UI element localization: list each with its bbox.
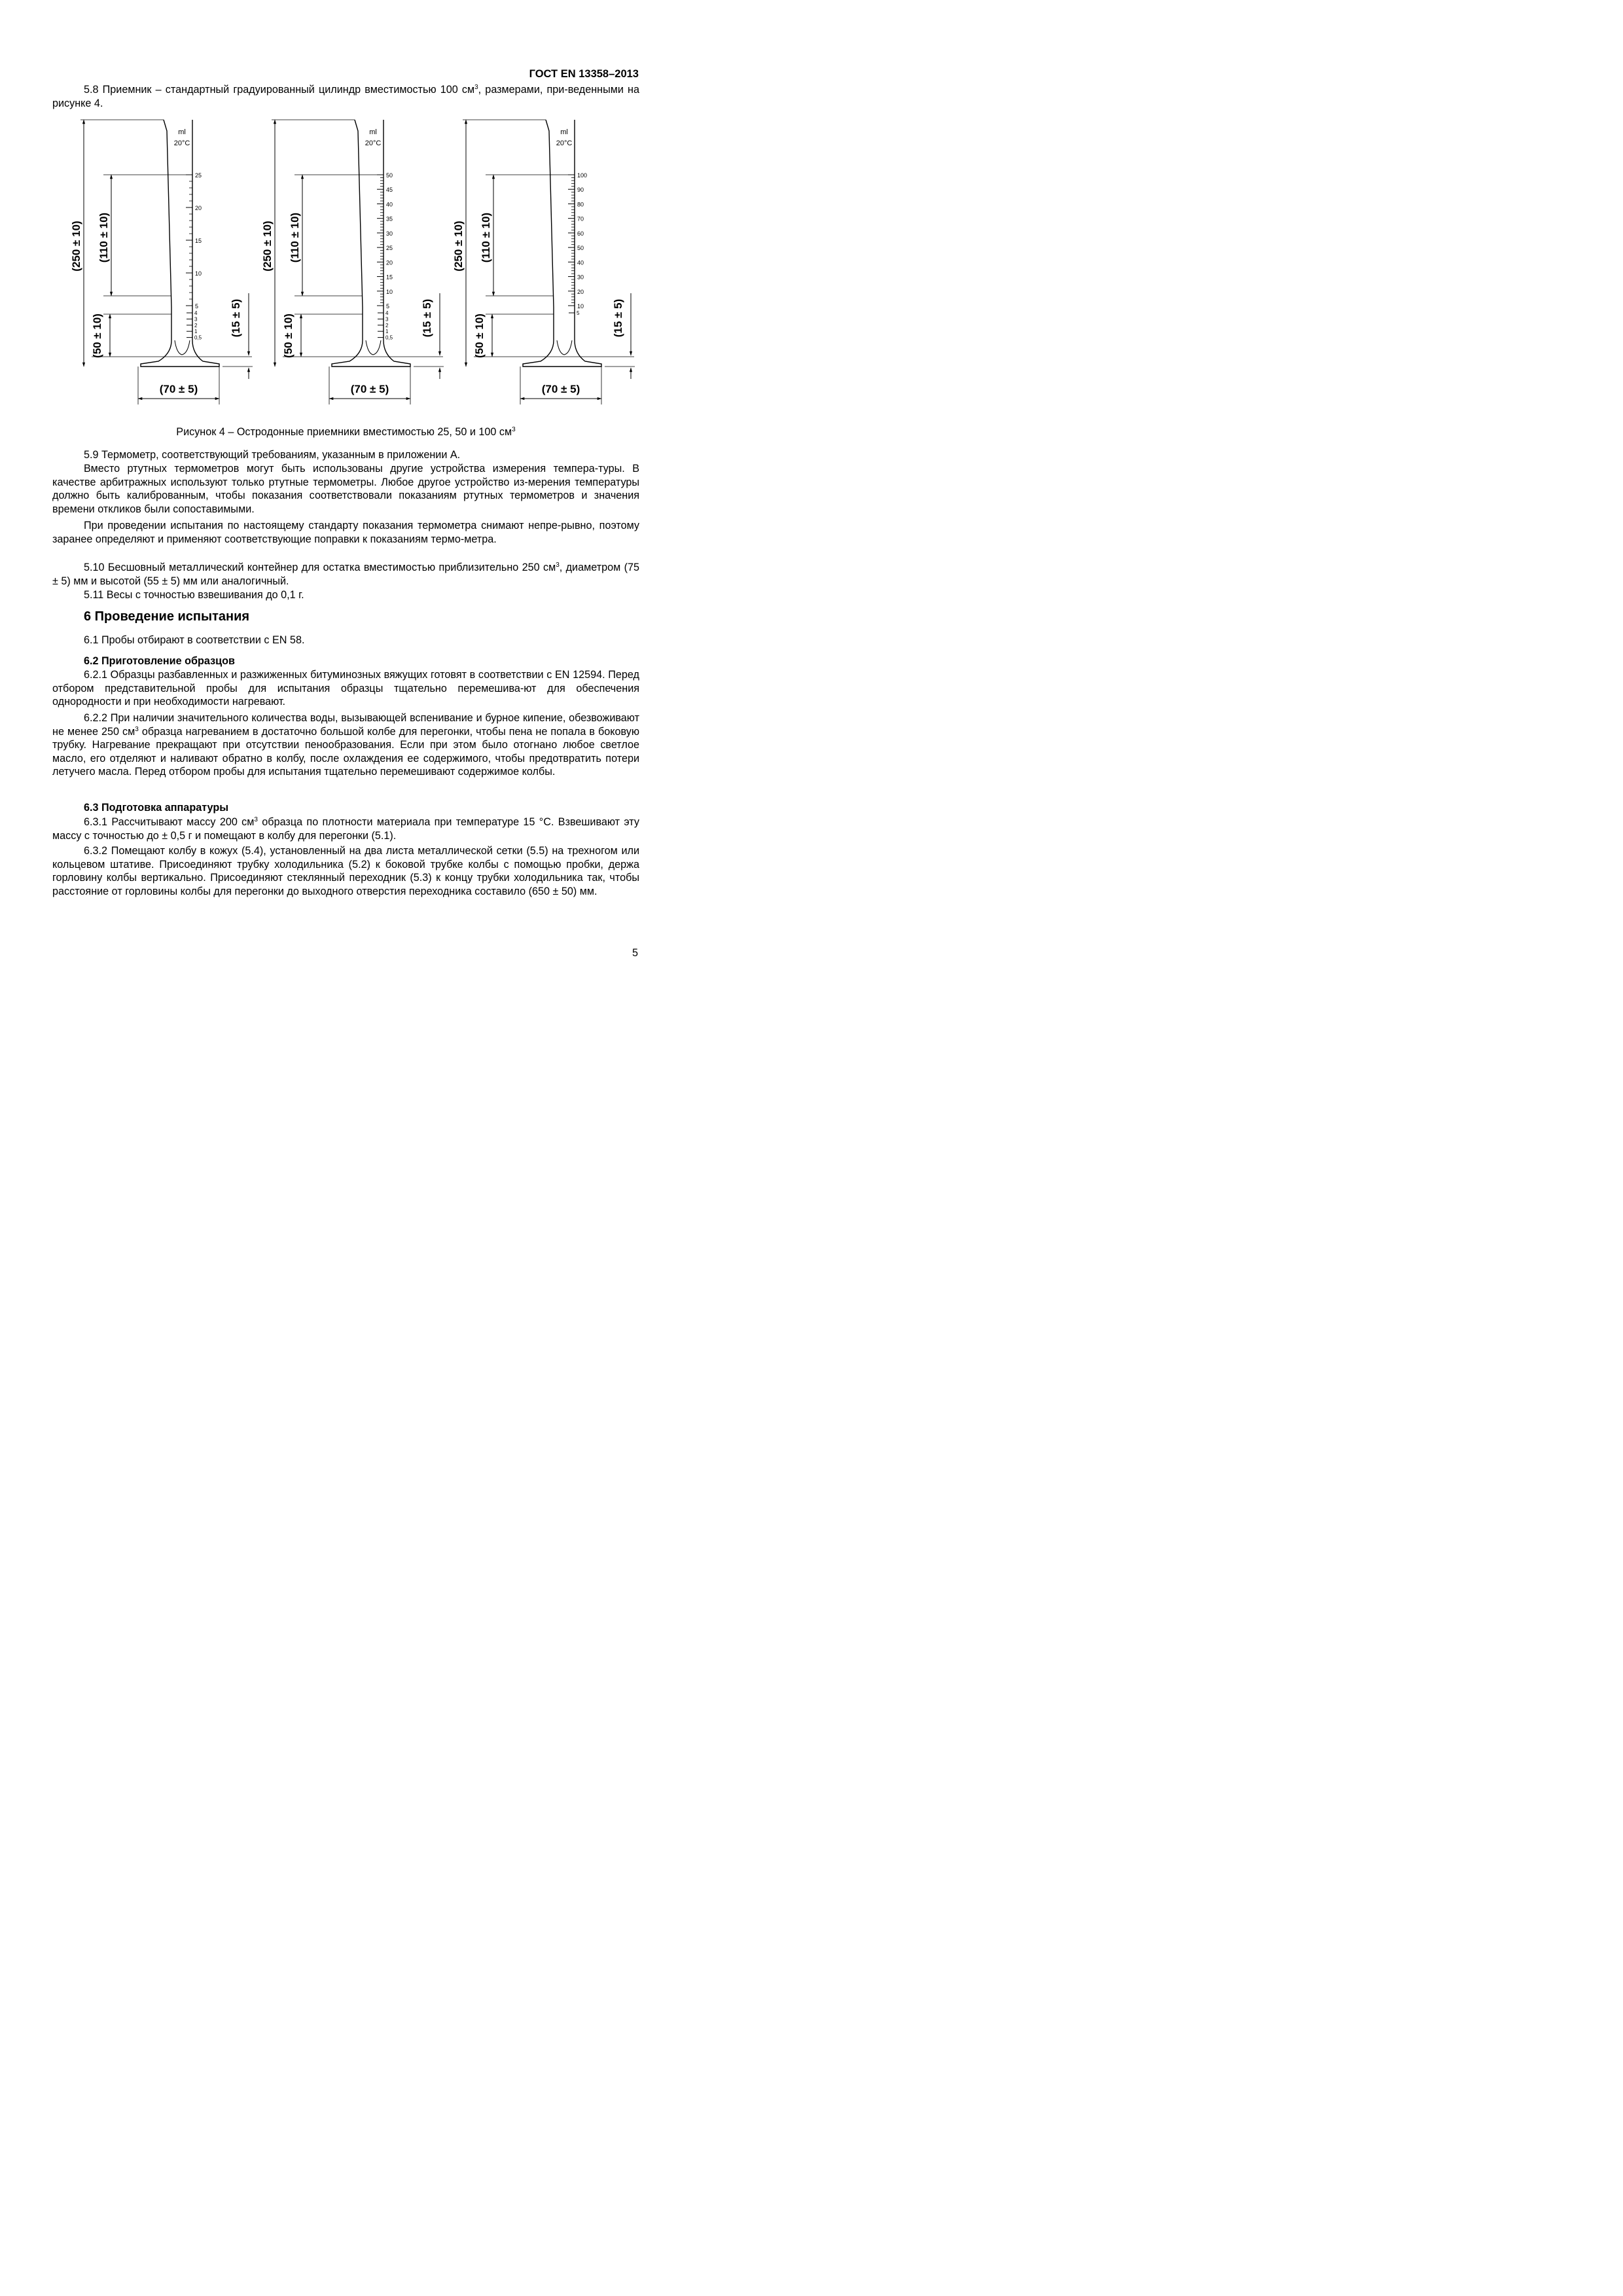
graduation-label: 30 — [386, 230, 393, 237]
dimension-label-total: (250 ± 10) — [70, 221, 82, 272]
graduation-label: 5 — [386, 303, 390, 310]
dimension-label-scale: (110 ± 10) — [98, 212, 110, 263]
dimension-label-width: (70 ± 5) — [159, 383, 198, 395]
paragraph-6-2-1: 6.2.1 Образцы разбавленных и разжиженных битуминозных вяжущих готовят в соответствии с EN 12594. Перед отбором представительной пробы для испытания образцы тщательно перемешива-ют для обеспечения однородности и при необходимости нагревают. — [52, 669, 639, 708]
graduation-label: 3 — [385, 316, 389, 323]
dimension-label-width: (70 ± 5) — [350, 383, 389, 395]
dimension-label-total: (250 ± 10) — [452, 221, 465, 272]
graduation-label: 2 — [385, 322, 389, 329]
dimension-label-base: (15 ± 5) — [612, 298, 624, 338]
graduation-label: 15 — [195, 238, 202, 244]
dimension-label-width: (70 ± 5) — [541, 383, 580, 395]
unit-label: ml — [178, 128, 186, 136]
section-6-2-heading: 6.2 Приготовление образцов — [84, 655, 235, 667]
page-number: 5 — [632, 947, 638, 959]
graduation-label: 10 — [577, 303, 584, 310]
graduation-label: 90 — [577, 187, 584, 194]
graduation-label: 15 — [386, 274, 393, 281]
paragraph-6-1: 6.1 Пробы отбирают в соответствии с EN 58. — [84, 634, 305, 646]
graduation-label: 4 — [194, 310, 198, 316]
graduation-label: 50 — [386, 172, 393, 179]
graduation-label: 40 — [577, 259, 584, 266]
cylinder-inner-bottom — [366, 340, 381, 355]
temperature-label: 20°C — [556, 139, 573, 147]
section-6-heading: 6 Проведение испытания — [84, 609, 250, 624]
cylinder-inner-bottom — [557, 340, 572, 355]
graduation-label: 10 — [386, 288, 393, 295]
graduation-label: 0,5 — [385, 334, 393, 341]
graduation-label: 70 — [577, 215, 584, 223]
graduation-label: 25 — [195, 172, 202, 179]
paragraph-5-11: 5.11 Весы с точностью взвешивания до 0,1 г. — [84, 589, 304, 601]
paragraph-5-9: 5.9 Термометр, соответствующий требованиям, указанным в приложении А. — [84, 449, 461, 461]
paragraph-6-3-1: 6.3.1 Рассчитывают массу 200 $см^3$ образца по плотности материала при температуре 15 °С. Взвешивают эту массу с точностью до ± 0,5 г и помещают в колбу для перегонки (5.1). — [52, 816, 639, 842]
graduation-label: 20 — [386, 259, 393, 266]
section-6-3-heading: 6.3 Подготовка аппаратуры — [84, 802, 229, 814]
graduation-label: 50 — [577, 245, 584, 252]
paragraph-5-10: 5.10 Бесшовный металлический контейнер для остатка вместимостью приблизительно 250 $см^3$, диаметром (75 ± 5) мм и высотой (55 ± 5) мм или аналогичный. — [52, 562, 639, 587]
graduation-label: 1 — [385, 329, 389, 335]
graduation-label: 100 — [577, 172, 588, 179]
document-header: ГОСТ EN 13358–2013 — [529, 68, 639, 80]
graduation-label: 60 — [577, 230, 584, 237]
graduation-label: 5 — [577, 310, 580, 316]
dimension-label-base: (15 ± 5) — [230, 298, 242, 338]
cylinder-outline — [523, 120, 601, 367]
paragraph-6-2-2: 6.2.2 При наличии значительного количества воды, вызывающей вспенивание и бурное кипение, обезвоживают не менее 250 $см^3$ образца нагреванием в достаточно большой колбе для перегонки, чтобы пена не попала в боковую трубку. Нагревание прекращают при отсутствии пенообразования. Если при этом было отогнано любое светлое масло, его отделяют и наливают обратно в колбу, после охлаждения ее содержимого, чтобы предотвратить потери летучего масла. Перед отбором пробы для испытания тщательно перемешивают содержимое колбы. — [52, 712, 639, 778]
graduation-label: 80 — [577, 201, 584, 208]
dimension-label-scale: (110 ± 10) — [480, 212, 492, 263]
unit-label: ml — [560, 128, 568, 136]
graduation-label: 10 — [195, 270, 202, 277]
figure-4-cylinders — [0, 0, 721, 419]
dimension-label-total: (250 ± 10) — [261, 221, 274, 272]
graduation-label: 20 — [577, 288, 584, 295]
dimension-label-bottom: (50 ± 10) — [91, 314, 103, 358]
dimension-label-bottom: (50 ± 10) — [282, 314, 294, 358]
graduation-label: 3 — [194, 316, 198, 323]
graduation-label: 0,5 — [194, 334, 202, 341]
figure-caption: Рисунок 4 – Остродонные приемники вместимостью 25, 50 и 100 $см^3$ — [176, 426, 516, 438]
dimension-label-base: (15 ± 5) — [421, 298, 433, 338]
cylinder-inner-bottom — [175, 340, 190, 355]
cylinder-outline — [141, 120, 219, 367]
dimension-label-scale: (110 ± 10) — [289, 212, 301, 263]
unit-label: ml — [369, 128, 377, 136]
graduation-label: 40 — [386, 201, 393, 208]
temperature-label: 20°C — [173, 139, 190, 147]
graduation-label: 2 — [194, 322, 198, 329]
document-page — [0, 0, 721, 1020]
cylinder-outline — [332, 120, 410, 367]
graduation-label: 5 — [195, 303, 199, 310]
graduation-label: 30 — [577, 274, 584, 281]
paragraph-6-3-2: 6.3.2 Помещают колбу в кожух (5.4), установленный на два листа металлической сетки (5.5) на трехногом или кольцевом штативе. Присоединяют трубку холодильника (5.2) к боковой трубке колбы с помощью пробки, держа горловину колбы вертикально. Присоединяют стеклянный переходник (5.3) к концу трубки холодильника так, чтобы расстояние от горловины колбы для перегонки до выходного отверстия переходника составило (650 ± 50) мм. — [52, 845, 639, 897]
graduation-label: 25 — [386, 245, 393, 252]
graduation-label: 4 — [385, 310, 389, 316]
graduation-label: 1 — [194, 329, 198, 335]
graduation-label: 45 — [386, 187, 393, 194]
graduation-label: 35 — [386, 215, 393, 223]
graduation-label: 20 — [195, 205, 202, 211]
paragraph-5-8: 5.8 Приемник – стандартный градуированный цилиндр вместимостью 100 $см^3$, размерами, при-веденными на рисунке 4. — [52, 84, 639, 109]
paragraph-5-9-c: При проведении испытания по настоящему стандарту показания термометра снимают непре-рывно, поэтому заранее определяют и применяют соответствующие поправки к показаниям термо-метра. — [52, 520, 639, 545]
paragraph-5-9-b: Вместо ртутных термометров могут быть использованы другие устройства измерения темпера-туры. В качестве арбитражных используют только ртутные термометры. Любое другое устройство из-мерения температуры должно быть калиброванным, чтобы показания соответствовали показаниям ртутных термометров и значения времени откликов были сопоставимыми. — [52, 463, 639, 515]
temperature-label: 20°C — [365, 139, 382, 147]
dimension-label-bottom: (50 ± 10) — [473, 314, 486, 358]
